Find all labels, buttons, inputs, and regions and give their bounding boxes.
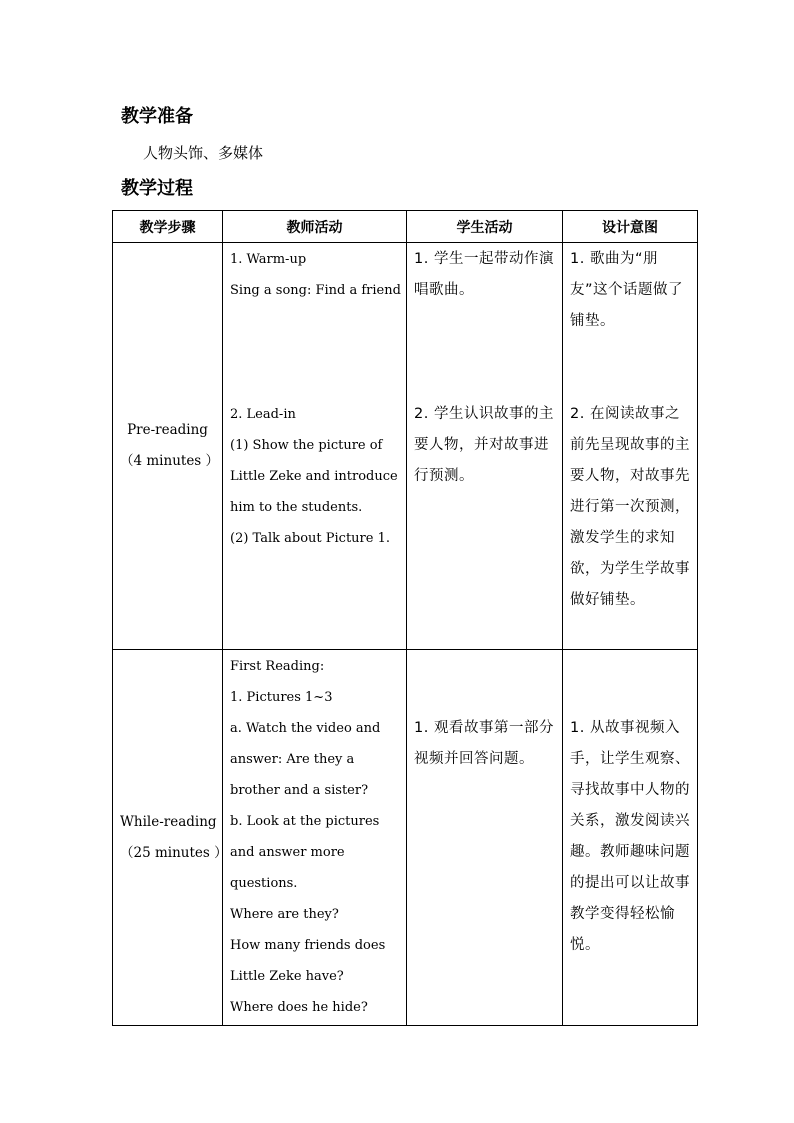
step-name: Pre-reading: [127, 422, 208, 438]
teacher-line: 1. Warm-up: [230, 252, 307, 267]
design-intent-1: 1. 歌曲为“朋友”这个话题做了铺垫。: [570, 251, 684, 329]
teacher-line: answer: Are they a: [230, 752, 355, 767]
design-intent-2: 2. 在阅读故事之前先呈现故事的主要人物，对故事先进行第一次预测，激发学生的求知欲，为学生学故事做好铺垫。: [570, 406, 690, 608]
teacher-line: How many friends does: [230, 938, 386, 953]
design-intent-1: 1. 从故事视频入手，让学生观察、寻找故事中人物的关系，激发阅读兴趣。教师趣味问题的提出可以让故事教学变得轻松愉悦。: [570, 720, 690, 953]
preparation-materials: 人物头饰、多媒体: [143, 144, 264, 162]
student-activity-1: 1. 学生一起带动作演唱歌曲。: [414, 251, 554, 298]
table-row: [113, 650, 698, 1026]
teacher-line: Little Zeke and introduce: [230, 469, 398, 484]
teacher-line: Sing a song: Find a friend: [230, 283, 401, 298]
section-heading-preparation: 教学准备: [121, 106, 193, 127]
student-activity-1: 1. 观看故事第一部分视频并回答问题。: [414, 720, 554, 767]
teacher-line: 2. Lead-in: [230, 407, 296, 422]
teaching-process-table: [112, 210, 698, 1026]
step-cell-while-reading: [113, 650, 228, 1026]
table-header-row: [113, 211, 698, 243]
student-activity-cell: [407, 650, 563, 1026]
step-time: （25 minutes ）: [120, 844, 228, 861]
teacher-line: Where does he hide?: [230, 1000, 368, 1015]
header-step: 教学步骤: [113, 211, 223, 243]
teacher-line: b. Look at the pictures: [230, 814, 380, 829]
teacher-line: him to the students.: [230, 500, 363, 515]
teacher-line: and answer more: [230, 845, 345, 860]
teacher-line: Little Zeke have?: [230, 969, 344, 984]
header-teacher-activity: 教师活动: [223, 211, 407, 243]
header-student-activity: 学生活动: [407, 211, 563, 243]
header-design-intent: 设计意图: [563, 211, 698, 243]
teacher-activity-cell: [223, 650, 407, 1026]
teacher-line: questions.: [230, 876, 298, 891]
teacher-line: (1) Show the picture of: [230, 438, 383, 453]
student-activity-2: 2. 学生认识故事的主要人物，并对故事进行预测。: [414, 406, 554, 484]
step-name: While-reading: [120, 813, 217, 830]
student-activity-cell: [407, 243, 563, 650]
section-heading-process: 教学过程: [121, 178, 193, 199]
table-row: [113, 243, 698, 650]
step-time: （4 minutes ）: [120, 453, 220, 469]
teacher-line: a. Watch the video and: [230, 721, 381, 736]
design-intent-cell: [563, 650, 698, 1026]
teacher-line: First Reading:: [230, 659, 325, 674]
design-intent-cell: [563, 243, 698, 650]
teacher-line: Where are they?: [230, 907, 339, 922]
teacher-line: 1. Pictures 1~3: [230, 690, 333, 705]
teacher-line: brother and a sister?: [230, 783, 369, 798]
teacher-activity-cell: [223, 243, 407, 650]
teacher-line: (2) Talk about Picture 1.: [230, 531, 390, 546]
step-cell-pre-reading: [113, 243, 223, 650]
